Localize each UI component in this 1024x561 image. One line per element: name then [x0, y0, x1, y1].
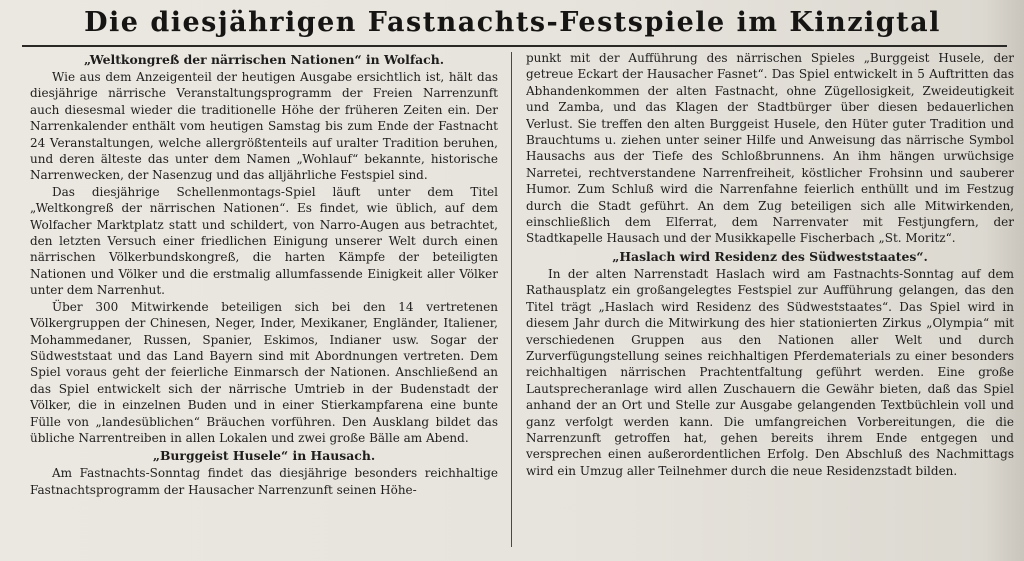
section-heading-haslach: „Haslach wird Residenz des Südweststaates“.: [612, 248, 928, 264]
headline: Die diesjährigen Fastnachts-Festspiele im Kinzigtal: [84, 7, 941, 38]
paragraph: Wie aus dem Anzeigenteil der heutigen Ausgabe ersichtlich ist, hält das diesjährige närrische Veranstaltungsprogramm der Freien Narrenzunft auch diesesmal wieder die traditionelle Höhe der früheren Zeiten ein. Der Narrenkalender enthält vom heutigen Samstag bis zum Ende der Fastnacht 24 Veranstaltungen, welche allergrößtenteils auf uralter Tradition beruhen, und deren älteste das unter dem Namen „Wohlauf“ bekannte, historische Narrenwecken, der Nasenzug und das alljährliche Festspiel sind.: [30, 70, 498, 183]
section-heading-wolfach: „Weltkongreß der närrischen Nationen“ in Wolfach.: [83, 52, 445, 67]
paragraph-continued: punkt mit der Aufführung des närrischen Spieles „Burggeist Husele, der getreue Eckart der Hausacher Fasnet“. Das Spiel entwickelt in 5 Auftritten das Abhandenkommen der alten Fastnacht, ohne Zügellosigkeit, Zweideutigkeit und Zamba, und das Klagen der Stadtbürger über diesen bedauerlichen Verlust. Sie treffen den alten Burggeist Husele, den Hüter guter Tradition und Brauchtums u. ziehen unter seiner Hilfe und Anweisung das närrische Symbol Hausachs aus der Tiefe des Schloßbrunnens. An ihm hängen urwüchsige Narretei, rechtverstandene Narrenfreiheit, köstlicher Frohsinn und sauberer Humor. Zum Schluß wird die Narrenfahne feierlich enthüllt und im Festzug durch die Stadt geführt. An dem Zug beteiligen sich alle Mitwirkenden, einschließlich dem Elferrat, dem Narrenvater mit Festjungfern, der Stadtkapelle Hausach und der Musikkapelle Fischerbach „St. Moritz“.: [526, 51, 1014, 246]
section-heading-hausach: „Burggeist Husele“ in Hausach.: [152, 448, 376, 464]
paragraph: Über 300 Mitwirkende beteiligen sich bei den 14 vertretenen Völkergruppen der Chinesen, Neger, Inder, Mexikaner, Engländer, Italiener, Mohammedaner, Russen, Spanier, Eskimos, Indianer usw. Sogar der Südweststaat und das Land Bayern sind mit Abordnungen vertreten. Dem Spiel voraus geht der feierliche Einmarsch der Nationen. Anschließend an das Spiel entwickelt sich der närrische Umtrieb in der Budenstadt der Völker, die in einzelnen Buden und in einer Stierkampfarena eine bunte Fülle von „landesüblichen“ Bräuchen vorführen. Den Ausklang bildet das übliche Narrentreiben in allen Lokalen und zwei große Bälle am Abend.: [30, 299, 498, 445]
paragraph: Am Fastnachts-Sonntag findet das diesjährige besonders reichhaltige Fastnachtsprogramm der Hausacher Narrenzunft seinen Höhe-: [30, 466, 498, 497]
left-column: [30, 50, 498, 553]
right-column: [526, 50, 1014, 553]
paragraph: Das diesjährige Schellenmontags-Spiel läuft unter dem Titel „Weltkongreß der närrischen Nationen“. Es findet, wie üblich, auf dem Wolfacher Marktplatz statt und schildert, von Narro-Augen aus betrachtet, den letzten Versuch einer friedlichen Einigung unserer Welt durch einen närrischen Völkerbundskongreß, die harten Kämpfe der beteiligten Nationen und Völker und die erstmalig allumfassende Einigkeit aller Völker unter dem Narrenhut.: [30, 184, 498, 298]
headline-rule: [22, 45, 1007, 47]
column-divider: [511, 52, 512, 547]
paragraph: In der alten Narrenstadt Haslach wird am Fastnachts-Sonntag auf dem Rathausplatz ein großangelegtes Festspiel zur Aufführung gelangen, das den Titel trägt „Haslach wird Residenz des Südweststaates“. Das Spiel wird in diesem Jahr durch die Mitwirkung des hier stationierten Zirkus „Olympia“ mit verschiedenen Gruppen aus den Nationen aller Welt und durch Zurverfügungstellung seines reichhaltigen Pferdematerials zu einer besonders reichhaltigen närrischen Prachtentfaltung geführt werden. Eine große Lautsprecheranlage wird allen Zuschauern die Gewähr bieten, daß das Spiel anhand der an Ort und Stelle zur Ausgabe gelangenden Textbüchlein voll und ganz verfolgt werden kann. Die umfangreichen Vorbereitungen, die die Narrenzunft getroffen hat, gehen bereits ihrem Ende entgegen und versprechen einen außerordentlichen Erfolg. Den Abschluß des Nachmittags wird ein Umzug aller Teilnehmer durch die neue Residenzstadt bilden.: [526, 266, 1014, 478]
